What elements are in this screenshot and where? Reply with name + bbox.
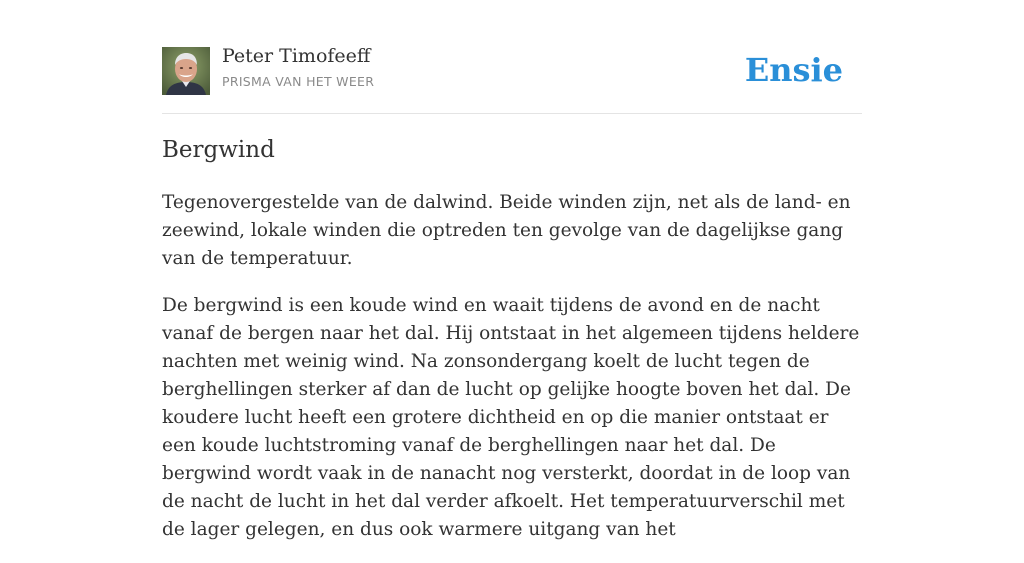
author-avatar[interactable] — [162, 47, 210, 95]
ensie-logo[interactable]: Ensie — [744, 51, 843, 89]
avatar-photo — [162, 47, 210, 95]
publication-name[interactable]: PRISMA VAN HET WEER — [222, 74, 375, 89]
author-header — [162, 0, 862, 114]
article-paragraph: De bergwind is een koude wind en waait tijdens de avond en de nacht vanaf de bergen naar het dal. Hij ontstaat in het algemeen tijdens heldere nachten met weinig wind. Na zonsondergang koelt de lucht tegen de berghellingen sterker af dan de lucht op gelijke hoogte boven het dal. De koudere lucht heeft een grotere dichtheid en op die manier ontstaat er een koude luchtstroming vanaf de berghellingen naar het dal. De bergwind wordt vaak in de nanacht nog versterkt, doordat in de loop van de nacht de lucht in het dal verder afkoelt. Het temperatuurverschil met de lager gelegen, en dus ook warmere uitgang van het — [162, 295, 860, 540]
author-name[interactable]: Peter Timofeeff — [222, 45, 371, 67]
article-title: Bergwind — [162, 137, 275, 163]
article-paragraph: Tegenovergestelde van de dalwind. Beide winden zijn, net als de land- en zeewind, lokale winden die optreden ten gevolge van de dagelijkse gang van de temperatuur. — [162, 192, 851, 269]
article-body — [162, 189, 862, 563]
content-column — [162, 0, 862, 540]
